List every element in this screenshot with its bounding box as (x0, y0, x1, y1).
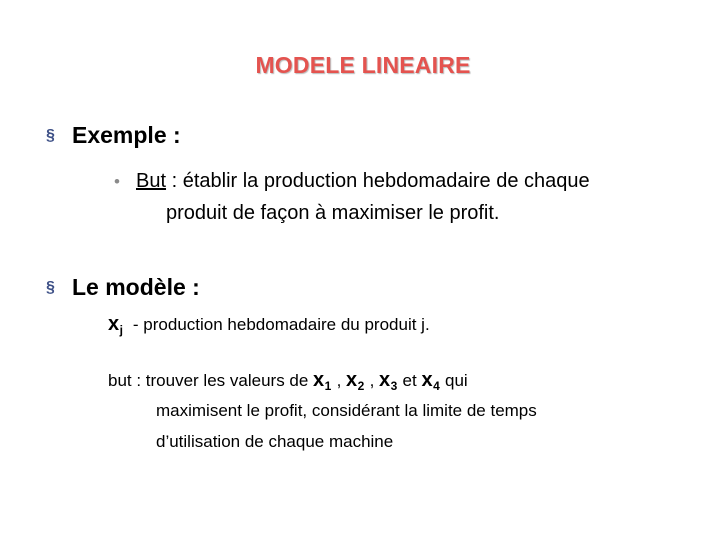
section-example-heading: Exemple : (72, 122, 181, 148)
variable-definition-text: - production hebdomadaire du produit j. (132, 315, 430, 334)
variable-x2: $x_2$ (346, 369, 365, 393)
separator: , (331, 371, 347, 390)
square-bullet-icon: § (46, 279, 55, 296)
dot-bullet-icon: • (114, 172, 120, 191)
variable-xj: $x_j$ (108, 313, 124, 337)
separator: , (364, 371, 380, 390)
separator: et (397, 371, 422, 390)
section-example (46, 122, 181, 149)
goal-line-1 (114, 166, 590, 197)
section-model-heading: Le modèle : (72, 274, 200, 300)
square-bullet-icon: § (46, 127, 55, 144)
aim-line-1 (108, 366, 468, 400)
aim-suffix: qui (440, 371, 468, 390)
goal-text: : établir la production hebdomadaire de chaque (166, 170, 590, 192)
variable-x3: $x_3$ (379, 369, 398, 393)
variable-x4: $x_4$ (421, 369, 441, 393)
goal-label: But (136, 170, 167, 192)
slide-title: MODELE LINEAIRE (255, 52, 471, 78)
aim-line-2: maximisent le profit, considérant la limite de temps (156, 401, 537, 420)
variable-x1: $x_1$ (313, 369, 332, 393)
variable-definition (108, 313, 430, 337)
goal-line-2: produit de façon à maximiser le profit. (166, 202, 500, 224)
aim-prefix: but : trouver les valeurs de (108, 371, 314, 390)
section-model (46, 274, 200, 301)
aim-line-3: d’utilisation de chaque machine (156, 432, 394, 451)
